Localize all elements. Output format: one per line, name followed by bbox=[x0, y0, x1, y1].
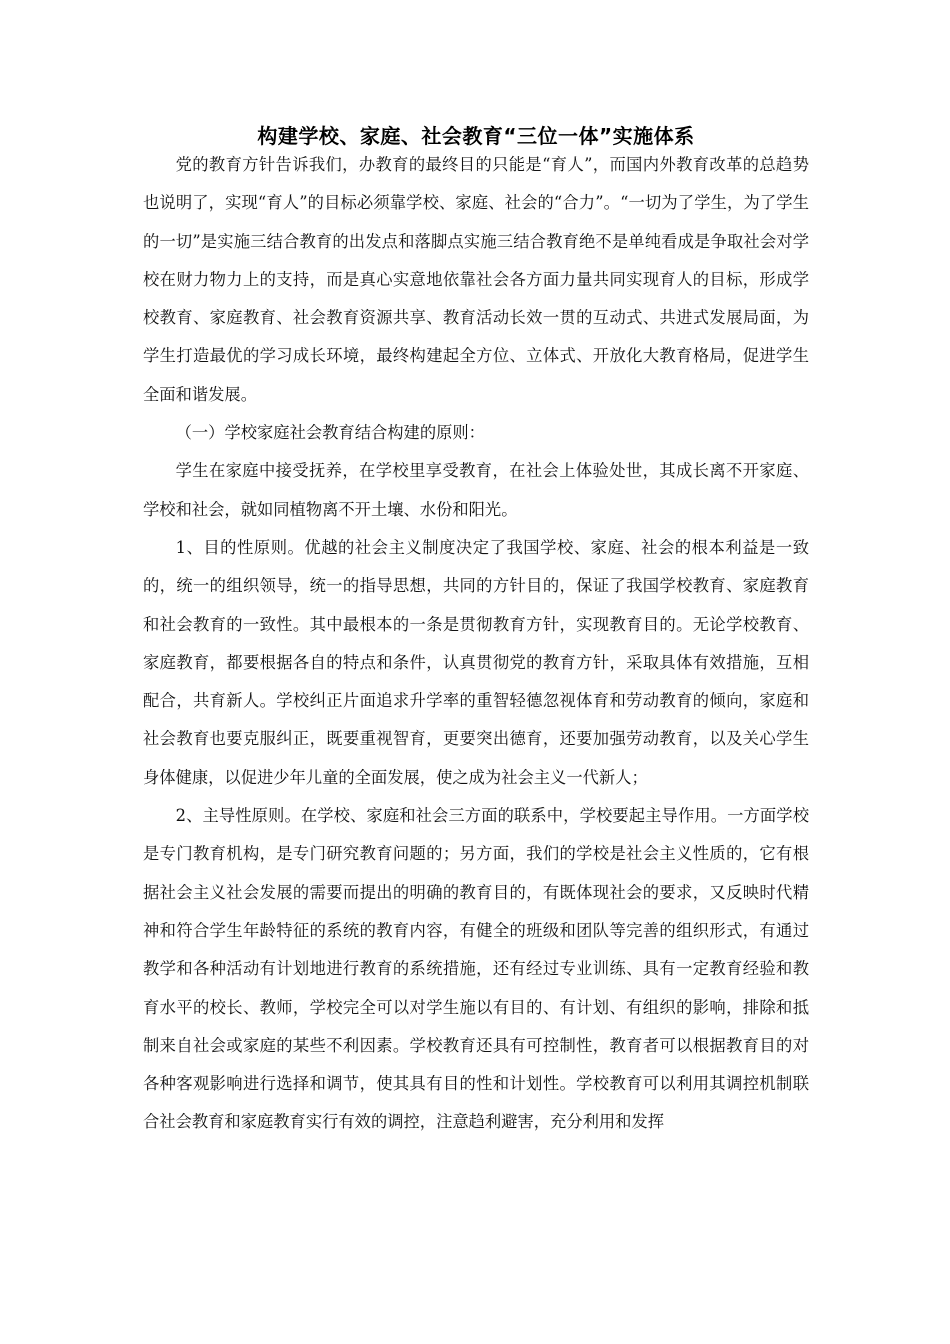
paragraph-growth: 学生在家庭中接受抚养，在学校里享受教育，在社会上体验处世，其成长离不开家庭、学校和社会，就如同植物离不开土壤、水份和阳光。 bbox=[143, 461, 809, 519]
paragraph-principle-1: 1、目的性原则。优越的社会主义制度决定了我国学校、家庭、社会的根本利益是一致的，统一的组织领导，统一的指导思想，共同的方针目的，保证了我国学校教育、家庭教育和社会教育的一致性。其中最根本的一条是贯彻教育方针，实现教育目的。无论学校教育、家庭教育，都要根据各自的特点和条件，认真贯彻党的教育方针，采取具体有效措施，互相配合，共育新人。学校纠正片面追求升学率的重智轻德忽视体育和劳动教育的倾向，家庭和社会教育也要克服纠正，既要重视智育，更要突出德育，还要加强劳动教育，以及关心学生身体健康，以促进少年儿童的全面发展，使之成为社会主义一代新人； bbox=[143, 537, 809, 787]
paragraph-principle-2: 2、主导性原则。在学校、家庭和社会三方面的联系中，学校要起主导作用。一方面学校是专门教育机构，是专门研究教育问题的；另方面，我们的学校是社会主义性质的，它有根据社会主义社会发展的需要而提出的明确的教育目的，有既体现社会的要求，又反映时代精神和符合学生年龄特征的系统的教育内容，有健全的班级和团队等完善的组织形式，有通过教学和各种活动有计划地进行教育的系统措施，还有经过专业训练、具有一定教育经验和教育水平的校长、教师，学校完全可以对学生施以有目的、有计划、有组织的影响，排除和抵制来自社会或家庭的某些不利因素。学校教育还具有可控制性，教育者可以根据教育目的对各种客观影响进行选择和调节，使其具有目的性和计划性。学校教育可以利用其调控机制联合社会教育和家庭教育实行有效的调控，注意趋利避害，充分利用和发挥 bbox=[143, 806, 809, 1132]
document-title: 构建学校、家庭、社会教育“三位一体”实施体系 bbox=[257, 124, 695, 148]
document-body bbox=[143, 118, 809, 1142]
paragraph-intro: 党的教育方针告诉我们，办教育的最终目的只能是“育人”，而国内外教育改革的总趋势也说明了，实现“育人”的目标必须靠学校、家庭、社会的“合力”。“一切为了学生，为了学生的一切”是实施三结合教育的出发点和落脚点实施三结合教育绝不是单纯看成是争取社会对学校在财力物力上的支持，而是真心实意地依靠社会各方面力量共同实现育人的目标，形成学校教育、家庭教育、社会教育资源共享、教育活动长效一贯的互动式、共进式发展局面，为学生打造最优的学习成长环境，最终构建起全方位、立体式、开放化大教育格局，促进学生全面和谐发展。 bbox=[143, 155, 809, 404]
section-heading-principles: （一）学校家庭社会教育结合构建的原则： bbox=[175, 423, 485, 443]
